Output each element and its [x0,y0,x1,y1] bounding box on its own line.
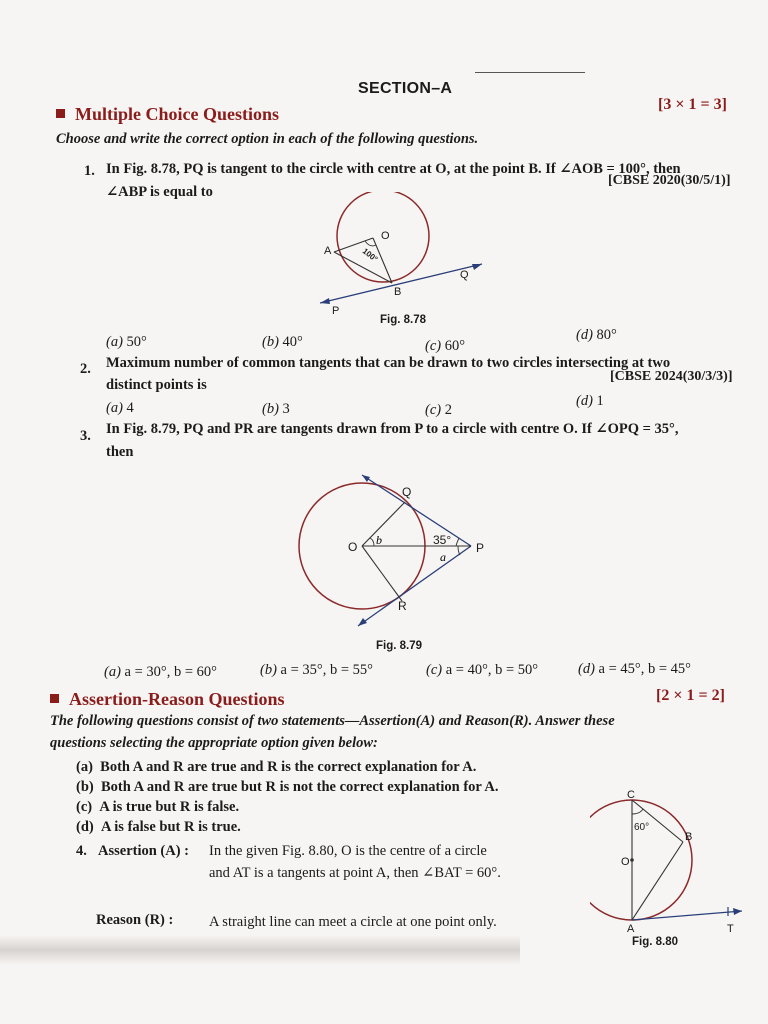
ar-option-d [76,819,241,836]
mcq-marks: [3 × 1 = 3] [658,96,727,113]
q2-text-line2: distinct points is [106,377,207,393]
q2-option-c-key: (c) [425,402,442,418]
ar-option-d-text: A is false but R is true. [100,819,241,835]
q3-option-d-key: (d) [578,661,595,677]
q2-number: 2. [80,361,91,377]
q2-option-c [425,402,452,419]
fig878-label-p: P [332,305,340,317]
ar-option-d-key: (d) [76,819,94,835]
q2-option-d-key: (d) [576,393,593,409]
fig880-angle-arc [632,809,643,814]
fig879-angle-a-arc [458,546,460,555]
q3-text-line1: In Fig. 8.79, PQ and PR are tangents drawn from P to a circle with centre O. If ∠OPQ = 35°, [106,421,679,437]
q1-reference: [CBSE 2020(30/5/1)] [608,173,731,188]
q1-text-line2: ∠ABP is equal to [106,184,213,200]
fig879-angle-35-arc [456,538,459,546]
fig879-angle-b-arc [370,538,374,546]
fig879-label-r: R [398,599,407,613]
figure-8-80 [590,790,765,940]
ar-marks: [2 × 1 = 2] [656,687,725,704]
fig880-arrow-t [733,908,742,915]
fig880-angle-label: 60° [634,822,650,833]
q2-option-b-key: (b) [262,401,279,417]
q1-option-d [576,327,617,344]
fig878-caption: Fig. 8.78 [380,314,427,326]
ar-heading-text: Assertion-Reason Questions [69,689,285,709]
q3-option-b-key: (b) [260,662,277,678]
q2-option-d [576,393,604,410]
fig878-arrow-p [320,298,330,304]
fig879-segment-oq [362,502,405,546]
ar-heading [50,689,285,710]
ar-heading-bullet [50,694,59,703]
ar-option-a [76,759,476,776]
q3-option-a [104,664,217,681]
q4-reason-text: A straight line can meet a circle at one point only. [209,914,497,930]
fig880-chord-ba [632,842,683,920]
mcq-instruction: Choose and write the correct option in each of the following questions. [56,131,479,147]
section-title: SECTION–A [358,80,453,97]
ar-option-b-text: Both A and R are true but R is not the correct explanation for A. [100,779,499,795]
fig880-centre-dot [630,858,634,862]
q2-option-b [262,401,290,418]
fig878-label-q: Q [460,269,469,281]
q3-option-c [426,662,538,679]
fig879-segment-or [362,546,402,601]
q3-option-a-text: a = 30°, b = 60° [124,664,217,680]
q3-option-b-text: a = 35°, b = 55° [280,662,373,678]
q1-option-a [106,334,147,351]
q1-option-c [425,338,465,355]
header-rule [475,72,585,73]
fig879-arrow-r [358,618,367,626]
fig878-segment-ab [334,252,392,283]
q3-number: 3. [80,428,91,444]
q3-option-a-key: (a) [104,664,121,680]
q2-option-a [106,400,134,417]
q3-option-b [260,662,373,679]
q4-number: 4. [76,843,87,859]
ar-option-b-key: (b) [76,779,94,795]
q2-option-a-key: (a) [106,400,123,416]
figure-8-79 [290,468,510,632]
ar-option-a-text: Both A and R are true and R is the correct explanation for A. [100,759,477,775]
q1-text-line1: In Fig. 8.78, PQ is tangent to the circle with centre at O, at the point B. If ∠AOB = 100°, then [106,161,681,177]
q1-number: 1. [84,163,95,179]
ar-instruction-line2: questions selecting the appropriate option given below: [50,735,378,751]
fig880-label-c: C [627,790,635,801]
fig880-circle [590,800,692,920]
fig878-arrow-q [472,264,482,270]
ar-option-c [76,799,239,816]
q1-option-d-text: 80° [596,327,617,343]
fig878-label-b: B [394,286,402,298]
q1-option-c-key: (c) [425,338,442,354]
ar-option-c-text: A is true but R is false. [99,799,240,815]
q1-option-a-key: (a) [106,334,123,350]
fig879-label-q: Q [402,485,412,499]
page-fold-shadow [0,935,520,965]
ar-option-a-key: (a) [76,759,93,775]
fig880-caption: Fig. 8.80 [632,936,679,948]
q1-option-c-text: 60° [444,338,466,354]
q3-option-c-text: a = 40°, b = 50° [445,662,539,678]
q4-reason-label: Reason (R) : [96,912,174,928]
fig880-tangent-at [632,911,742,920]
ar-option-c-key: (c) [76,799,93,815]
fig879-label-o: O [348,540,358,554]
fig880-label-t: T [727,923,734,935]
q2-option-c-text: 2 [444,402,452,418]
q1-option-b [262,334,303,351]
fig879-arrow-q [362,475,370,482]
fig880-label-b: B [685,831,693,843]
q2-option-a-text: 4 [126,400,134,416]
fig878-label-a: A [324,245,332,257]
q1-option-a-text: 50° [126,334,147,350]
mcq-heading [56,104,279,125]
q4-assertion-line1: In the given Fig. 8.80, O is the centre of a circle [209,843,487,859]
mcq-heading-text: Multiple Choice Questions [75,104,280,124]
q4-assertion-line2: and AT is a tangents at point A, then ∠BAT = 60°. [209,865,501,881]
q1-option-d-key: (d) [576,327,593,343]
q3-option-d [578,661,691,678]
q2-reference: [CBSE 2024(30/3/3)] [610,369,733,384]
fig880-label-o: O [621,856,630,868]
q2-text-line1: Maximum number of common tangents that can be drawn to two circles intersecting at two [106,355,671,371]
ar-option-b [76,779,499,796]
fig879-tangent-pr [358,546,471,626]
fig879-caption: Fig. 8.79 [376,640,423,652]
fig879-label-35: 35° [433,533,452,547]
fig879-label-p: P [476,541,485,555]
heading-bullet [56,109,65,118]
q1-option-b-key: (b) [262,334,279,350]
q2-option-b-text: 3 [282,401,290,417]
q3-text-line2: then [106,444,134,460]
q3-option-c-key: (c) [426,662,443,678]
fig879-label-b: b [376,533,382,547]
fig880-label-a: A [627,923,635,935]
q3-option-d-text: a = 45°, b = 45° [598,661,691,677]
figure-8-78 [310,192,500,324]
q2-option-d-text: 1 [596,393,604,409]
fig878-label-o: O [381,230,390,242]
fig878-angle-label: 100° [360,246,380,264]
ar-instruction-line1: The following questions consist of two statements—Assertion(A) and Reason(R). Answer these [50,713,615,729]
fig879-label-a: a [440,550,446,564]
q1-option-b-text: 40° [282,334,303,350]
q4-assertion-label: Assertion (A) : [98,843,190,859]
